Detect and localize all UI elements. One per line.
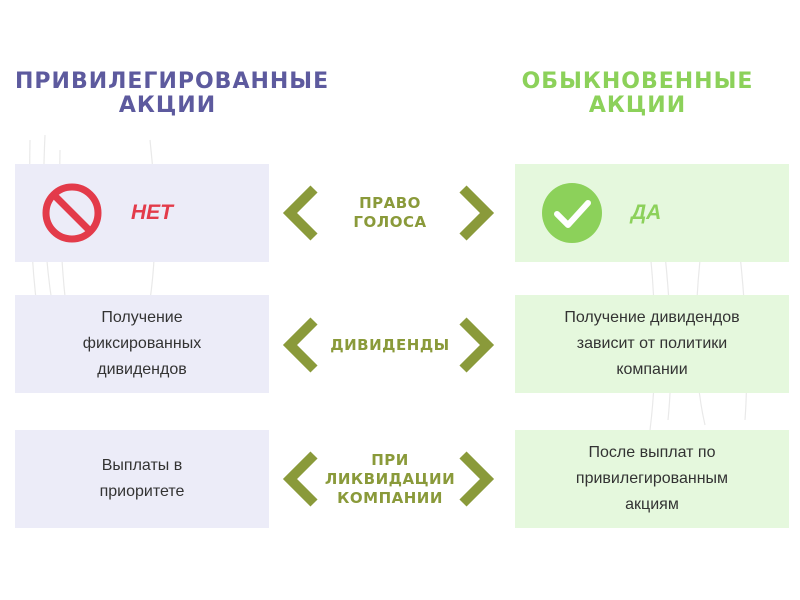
liquidation-preferred-box xyxy=(15,430,269,528)
chevron-left-icon xyxy=(280,183,320,243)
checkmark-icon xyxy=(541,182,603,244)
chevron-right-icon xyxy=(457,315,497,375)
text-line: дивидендов xyxy=(97,361,187,378)
dividends-preferred-box xyxy=(15,295,269,393)
header-line: ПРИВИЛЕГИРОВАННЫЕ xyxy=(15,69,330,94)
text-line: приоритете xyxy=(99,483,185,500)
status-yes-text: ДА xyxy=(631,201,662,224)
label-line: ГОЛОСА xyxy=(353,213,427,231)
text-line: привилегированным xyxy=(575,470,729,487)
label-line: ПРИ xyxy=(371,450,409,469)
text-line: фиксированных xyxy=(82,335,202,352)
label-line: ПРАВО xyxy=(359,194,421,212)
status-no-text: НЕТ xyxy=(131,201,173,224)
chevron-right-icon xyxy=(457,449,497,509)
common-shares-header xyxy=(505,70,770,118)
label-line: КОМПАНИИ xyxy=(337,488,443,507)
chevron-left-icon xyxy=(280,449,320,509)
voting-right-preferred-box xyxy=(15,164,269,262)
text-line: Выплаты в xyxy=(101,457,183,474)
liquidation-common-box xyxy=(515,430,789,528)
text-line: акциям xyxy=(625,496,679,513)
dividends-label xyxy=(325,315,455,375)
text-line: компании xyxy=(616,361,688,378)
label-line: ДИВИДЕНДЫ xyxy=(330,335,450,354)
header-line: АКЦИИ xyxy=(118,93,217,118)
chevron-left-icon xyxy=(280,315,320,375)
dividends-common-box xyxy=(515,295,789,393)
text-line: После выплат по xyxy=(588,444,716,461)
header-line: ОБЫКНОВЕННЫЕ xyxy=(521,69,754,94)
text-line: Получение xyxy=(101,309,183,326)
chevron-right-icon xyxy=(457,183,497,243)
header-line: АКЦИИ xyxy=(588,93,687,118)
label-line: ЛИКВИДАЦИИ xyxy=(324,469,456,488)
text-line: Получение дивидендов xyxy=(564,309,740,326)
text-line: зависит от политики xyxy=(576,335,728,352)
voting-right-common-box xyxy=(515,164,789,262)
prohibition-icon xyxy=(41,182,103,244)
liquidation-label xyxy=(325,449,455,509)
voting-right-label xyxy=(325,183,455,243)
preferred-shares-header xyxy=(15,69,330,118)
